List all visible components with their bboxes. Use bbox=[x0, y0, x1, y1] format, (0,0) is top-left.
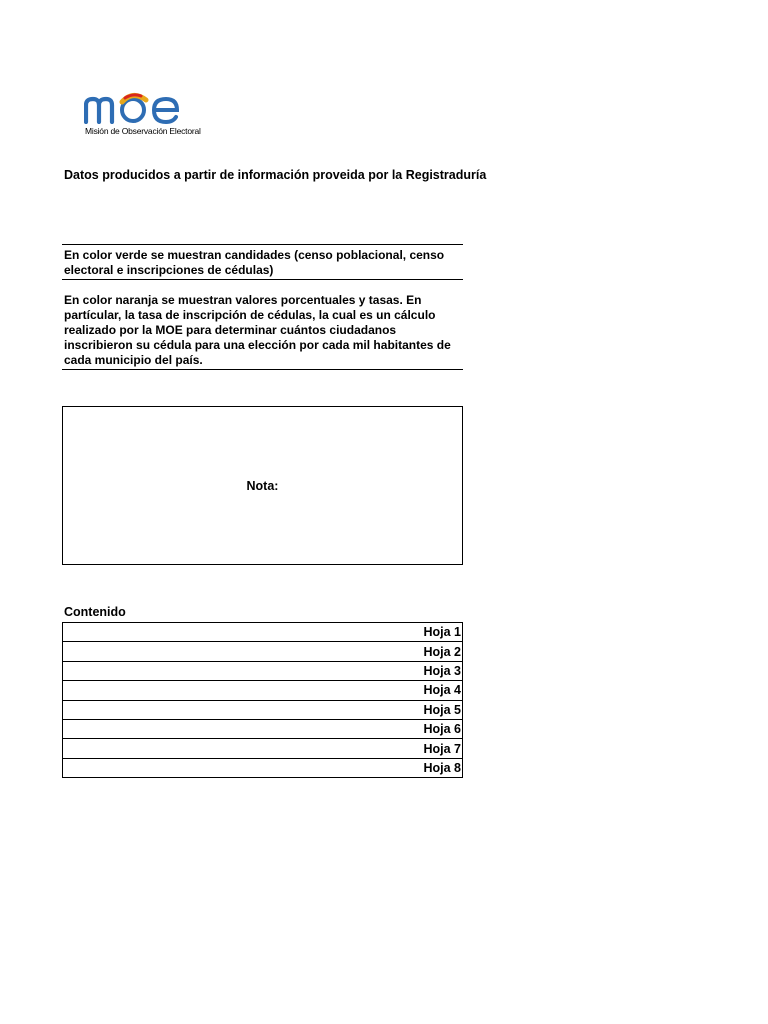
moe-logo-mark bbox=[84, 88, 196, 124]
green-color-note: En color verde se muestran candidades (censo poblacional, censo electoral e inscripciones de cédulas) bbox=[62, 245, 463, 280]
sheet-link-6[interactable]: Hoja 6 bbox=[63, 719, 463, 738]
table-row bbox=[63, 700, 463, 719]
table-row bbox=[63, 642, 463, 661]
sheet-link-7[interactable]: Hoja 7 bbox=[63, 739, 463, 758]
table-row bbox=[63, 739, 463, 758]
note-label: Nota: bbox=[246, 478, 279, 493]
table-row bbox=[63, 623, 463, 642]
color-legend bbox=[62, 244, 463, 370]
sheet-link-1[interactable]: Hoja 1 bbox=[63, 623, 463, 642]
sheet-link-4[interactable]: Hoja 4 bbox=[63, 681, 463, 700]
contents-heading: Contenido bbox=[64, 605, 126, 619]
table-row bbox=[63, 719, 463, 738]
contents-table bbox=[62, 622, 463, 778]
moe-logo bbox=[84, 88, 201, 138]
sheet-link-8[interactable]: Hoja 8 bbox=[63, 758, 463, 777]
note-box bbox=[62, 406, 463, 565]
table-row bbox=[63, 758, 463, 777]
source-note: Datos producidos a partir de información proveida por la Registraduría bbox=[64, 168, 487, 182]
sheet-link-3[interactable]: Hoja 3 bbox=[63, 661, 463, 680]
sheet-link-5[interactable]: Hoja 5 bbox=[63, 700, 463, 719]
sheet-link-2[interactable]: Hoja 2 bbox=[63, 642, 463, 661]
orange-color-note: En color naranja se muestran valores porcentuales y tasas. En partícular, la tasa de inscripción de cédulas, la cual es un cálculo realizado por la MOE para determinar cuántos ciudadanos inscribieron su cédula para una elección por cada mil habitantes de cada municipio del país. bbox=[64, 293, 451, 367]
table-row bbox=[63, 681, 463, 700]
logo-tagline: Misión de Observación Electoral bbox=[85, 126, 201, 136]
table-row bbox=[63, 661, 463, 680]
